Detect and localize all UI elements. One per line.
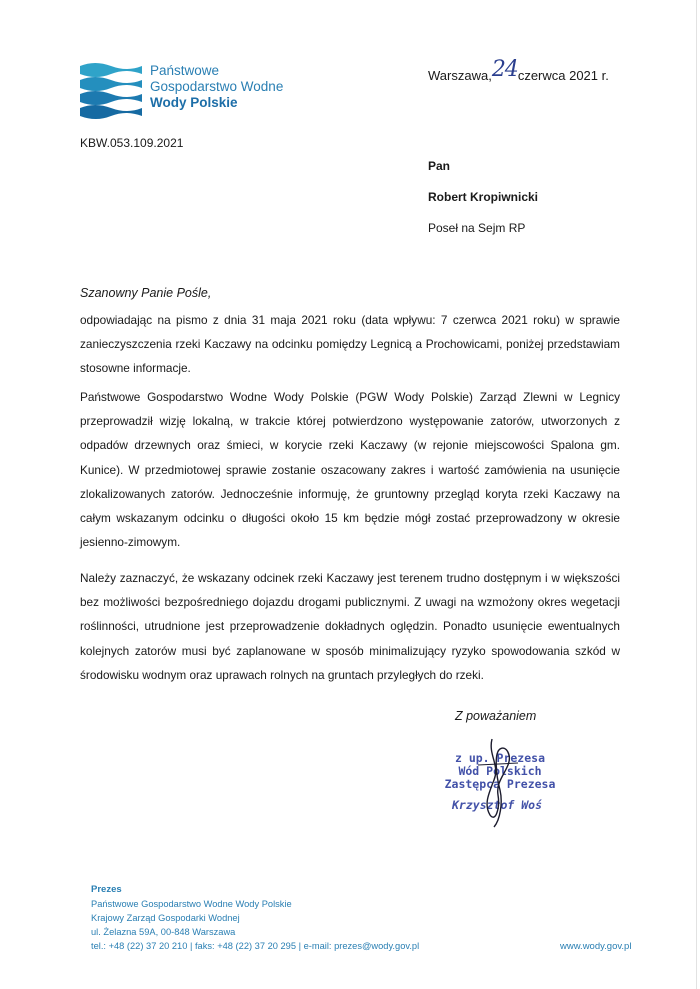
recipient-name: Robert Kropiwnicki bbox=[428, 190, 539, 204]
org-line-2: Gospodarstwo Wodne bbox=[150, 79, 284, 94]
stamp-line-3: Zastępca Prezesa bbox=[444, 777, 556, 791]
footer-website-link[interactable]: www.wody.gov.pl bbox=[560, 941, 632, 952]
footer-contact: tel.: +48 (22) 37 20 210 | faks: +48 (22) 37 20 295 | e-mail: prezes@wody.gov.pl bbox=[91, 941, 420, 951]
org-line-1: Państwowe bbox=[150, 63, 220, 78]
recipient-position: Poseł na Sejm RP bbox=[428, 221, 526, 235]
org-line-3: Wody Polskie bbox=[150, 95, 238, 110]
paragraph-2: Państwowe Gospodarstwo Wodne Wody Polskie (PGW Wody Polskie) Zarząd Zlewni w Legnicy przeprowadził wizję lokalną, w trakcie której potwierdzono występowanie zatorów, utworzonych z odpadów drzewnych oraz śmieci, w korycie rzeki Kaczawy (w rejonie miejscowości Spalona gm. Kunice). W przedmiotowej sprawie zostanie oszacowany zakres i wartość zamówienia na usunięcie zlokalizowanych zatorów. Jednocześnie informuję, że gruntowny przegląd koryta rzeki Kaczawy na całym wskazanym odcinku o długości około 15 km będzie mógł zostać przeprowadzony w okresie jesienno-zimowym. bbox=[80, 390, 620, 550]
date-rest: czerwca 2021 r. bbox=[517, 68, 609, 83]
page-edge-divider bbox=[696, 0, 697, 989]
handwritten-signature-icon bbox=[470, 735, 530, 830]
reference-number: KBW.053.109.2021 bbox=[80, 136, 184, 150]
organization-name bbox=[150, 63, 283, 111]
recipient-title: Pan bbox=[428, 159, 451, 173]
wody-polskie-logo-icon bbox=[80, 60, 142, 120]
footer-line-3: ul. Żelazna 59A, 00-848 Warszawa bbox=[91, 927, 236, 937]
footer-line-2: Krajowy Zarząd Gospodarki Wodnej bbox=[91, 913, 240, 923]
footer-line-1: Państwowe Gospodarstwo Wodne Wody Polskie bbox=[91, 899, 292, 909]
handwritten-day: 24 bbox=[491, 57, 518, 82]
place-date bbox=[428, 57, 609, 86]
paragraph-1: odpowiadając na pismo z dnia 31 maja 2021 roku (data wpływu: 7 czerwca 2021 roku) w sprawie zanieczyszczenia rzeki Kaczawy na odcinku pomiędzy Legnicą a Prochowicami, poniżej przedstawiam stosowne informacje. bbox=[80, 313, 620, 376]
stamp-line-2: Wód Polskich bbox=[458, 764, 542, 778]
closing: Z poważaniem bbox=[455, 709, 537, 723]
paragraph-3: Należy zaznaczyć, że wskazany odcinek rzeki Kaczawy jest terenem trudno dostępnym i w większości bez możliwości bezpośredniego dojazdu drogami publicznymi. Z uwagi na wzmożony okres wegetacji roślinności, utrudnione jest przeprowadzenie dokładnych oględzin. Ponadto usunięcie ewentualnych kolejnych zatorów musi być zaplanowane w sposób minimalizujący ryzyko spowodowania szkód w środowisku wodnym oraz uprawach rolnych na gruntach przyległych do rzeki. bbox=[80, 571, 620, 682]
place: Warszawa, bbox=[428, 68, 492, 83]
stamp-signatory-name: Krzysztof Woś bbox=[452, 798, 543, 812]
footer-heading: Prezes bbox=[91, 884, 122, 895]
salutation: Szanowny Panie Pośle, bbox=[80, 286, 212, 300]
stamp-line-1: z up. Prezesa bbox=[454, 751, 545, 765]
